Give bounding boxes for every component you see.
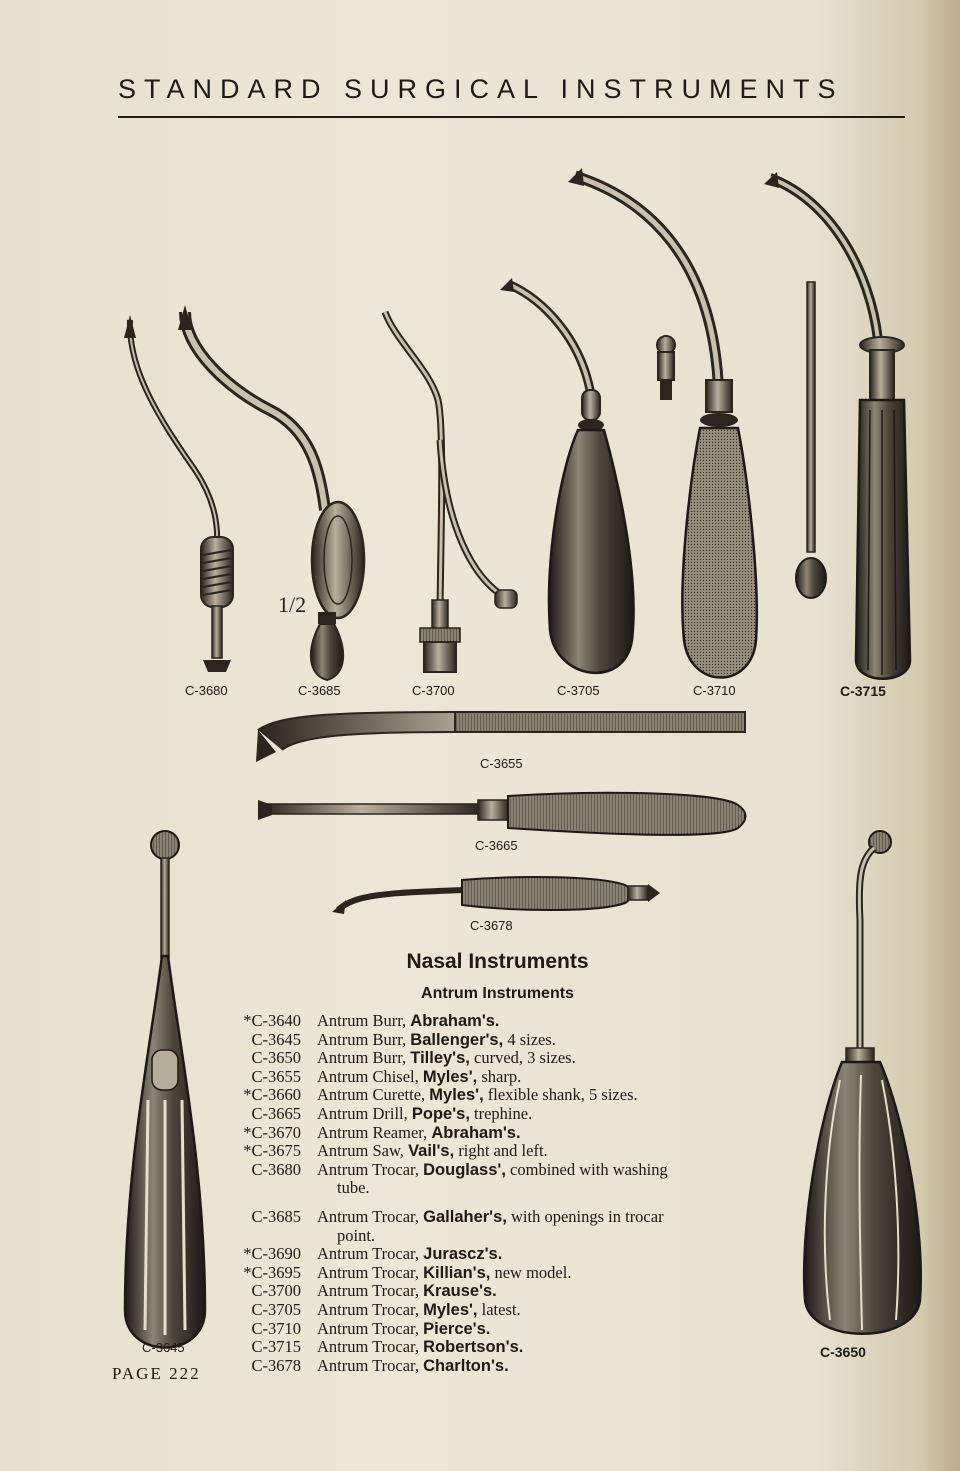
catalog-code: C-3685 — [251, 1206, 301, 1226]
catalog-continuation: point. — [337, 1225, 376, 1245]
catalog-code: C-3678 — [251, 1355, 301, 1375]
section-title: Nasal Instruments — [406, 950, 589, 973]
catalog-maker: Myles', — [429, 1086, 484, 1105]
figure-caption: C-3715 — [840, 683, 886, 699]
scale-label: 1/2 — [278, 592, 307, 617]
catalog-desc: Antrum Trocar, — [317, 1244, 424, 1264]
figure-caption: C-3685 — [298, 683, 341, 698]
catalog-code: *C-3690 — [243, 1244, 301, 1264]
catalog-code: *C-3670 — [243, 1122, 301, 1142]
catalog-maker: Abraham's. — [431, 1123, 521, 1142]
catalog-maker: Pierce's. — [423, 1319, 491, 1338]
catalog-row — [215, 1086, 780, 1105]
catalog-code: C-3705 — [251, 1299, 301, 1319]
catalog-desc: Antrum Burr, — [317, 1011, 411, 1030]
catalog-detail: combined with washing — [505, 1159, 668, 1179]
figure-caption: C-3650 — [820, 1344, 866, 1360]
catalog-desc: Antrum Trocar, — [317, 1355, 424, 1375]
catalog-detail: sharp. — [477, 1066, 522, 1086]
catalog-row — [215, 1124, 780, 1143]
figure-caption: C-3655 — [480, 756, 523, 771]
catalog-detail: curved, 3 sizes. — [469, 1048, 576, 1068]
catalog-desc: Antrum Burr, — [317, 1048, 411, 1068]
catalog-code: C-3700 — [251, 1281, 301, 1301]
catalog-detail: latest. — [477, 1299, 521, 1319]
catalog-maker: Ballenger's, — [410, 1030, 504, 1049]
catalog-desc: Antrum Chisel, — [317, 1066, 423, 1086]
catalog-row — [215, 1301, 780, 1320]
catalog-code: C-3665 — [251, 1103, 301, 1123]
catalog-maker: Gallaher's, — [423, 1207, 507, 1226]
catalog-maker: Abraham's. — [410, 1012, 500, 1030]
section-subtitle: Antrum Instruments — [421, 985, 574, 1002]
catalog-detail: trephine. — [469, 1103, 533, 1123]
trocar-cap-icon — [657, 336, 675, 400]
catalog-code: C-3715 — [251, 1337, 301, 1357]
catalog-code: C-3645 — [251, 1029, 301, 1049]
catalog-desc: Antrum Curette, — [317, 1085, 430, 1105]
catalog-maker: Pope's, — [411, 1104, 470, 1123]
catalog-row — [215, 1161, 780, 1198]
catalog-row — [215, 1142, 780, 1161]
catalog-code: *C-3640 — [243, 1011, 301, 1030]
catalog-maker: Jurascz's. — [423, 1245, 503, 1264]
figure-caption: C-3665 — [475, 838, 518, 853]
catalog-desc: Antrum Burr, — [317, 1029, 411, 1049]
figure-caption: C-3645 — [142, 1340, 185, 1355]
catalog-desc: Antrum Trocar, — [317, 1337, 424, 1357]
trocar-charlton-icon — [332, 877, 660, 914]
antrum-burr-curved-icon — [804, 831, 921, 1334]
catalog-detail: with openings in trocar — [506, 1206, 664, 1226]
catalog-row — [215, 1208, 780, 1245]
catalog-row — [215, 1105, 780, 1124]
catalog-row — [215, 1245, 780, 1264]
catalog-row — [215, 1264, 780, 1283]
catalog-detail: 4 sizes. — [503, 1029, 556, 1049]
catalog-maker: Tilley's, — [410, 1049, 470, 1068]
antrum-drill-icon — [258, 793, 746, 835]
catalog-maker: Myles', — [423, 1300, 478, 1319]
catalog-maker: Krause's. — [423, 1282, 497, 1301]
catalog-desc: Antrum Trocar, — [317, 1299, 424, 1319]
trocar-pear-handle-icon — [500, 278, 634, 673]
catalog-maker: Myles', — [422, 1067, 478, 1086]
figure-caption: C-3700 — [412, 683, 455, 698]
catalog-row — [215, 1049, 780, 1068]
catalog-code: *C-3660 — [243, 1085, 301, 1105]
catalog-code: C-3650 — [251, 1048, 301, 1068]
page-word: PAGE — [112, 1364, 163, 1383]
catalog-row — [215, 1068, 780, 1087]
catalog-detail: right and left. — [454, 1141, 548, 1161]
figure-caption: C-3710 — [693, 683, 736, 698]
catalog-detail: flexible shank, 5 sizes. — [483, 1085, 638, 1105]
figure-caption: C-3705 — [557, 683, 600, 698]
catalog-list — [215, 1012, 780, 1375]
catalog-maker: Vail's, — [408, 1142, 455, 1161]
catalog-desc: Antrum Trocar, — [317, 1206, 424, 1226]
catalog-maker: Douglass', — [423, 1160, 506, 1179]
catalog-desc: Antrum Drill, — [317, 1103, 412, 1123]
antrum-chisel-icon — [256, 712, 745, 762]
catalog-row — [215, 1357, 780, 1376]
page-footer — [112, 1364, 201, 1384]
catalog-maker: Charlton's. — [423, 1356, 509, 1375]
catalog-row — [215, 1282, 780, 1301]
page-header: STANDARD SURGICAL INSTRUMENTS — [118, 74, 844, 104]
catalog-code: *C-3695 — [243, 1262, 301, 1282]
catalog-code: C-3710 — [251, 1318, 301, 1338]
catalog-row — [215, 1012, 780, 1031]
catalog-desc: Antrum Trocar, — [317, 1281, 424, 1301]
catalog-continuation: tube. — [337, 1178, 370, 1198]
catalog-row — [215, 1320, 780, 1339]
antrum-burr-straight-icon — [125, 831, 205, 1348]
figure-caption: C-3680 — [185, 683, 228, 698]
catalog-row — [215, 1031, 780, 1050]
catalog-detail: new model. — [490, 1262, 572, 1282]
page-number: 222 — [169, 1364, 201, 1383]
catalog-maker: Killian's, — [423, 1263, 491, 1282]
catalog-code: *C-3675 — [243, 1141, 301, 1161]
trocar-fluted-handle-icon — [764, 172, 910, 679]
catalog-desc: Antrum Saw, — [317, 1141, 409, 1161]
catalog-desc: Antrum Trocar, — [317, 1159, 424, 1179]
catalog-maker: Robertson's. — [423, 1338, 524, 1357]
trocar-washing-tube-icon — [385, 312, 517, 672]
catalog-row — [215, 1338, 780, 1357]
catalog-code: C-3655 — [251, 1066, 301, 1086]
catalog-desc: Antrum Reamer, — [317, 1122, 432, 1142]
catalog-desc: Antrum Trocar, — [317, 1318, 424, 1338]
figure-caption: C-3678 — [470, 918, 513, 933]
catalog-code: C-3680 — [251, 1159, 301, 1179]
catalog-desc: Antrum Trocar, — [317, 1262, 424, 1282]
